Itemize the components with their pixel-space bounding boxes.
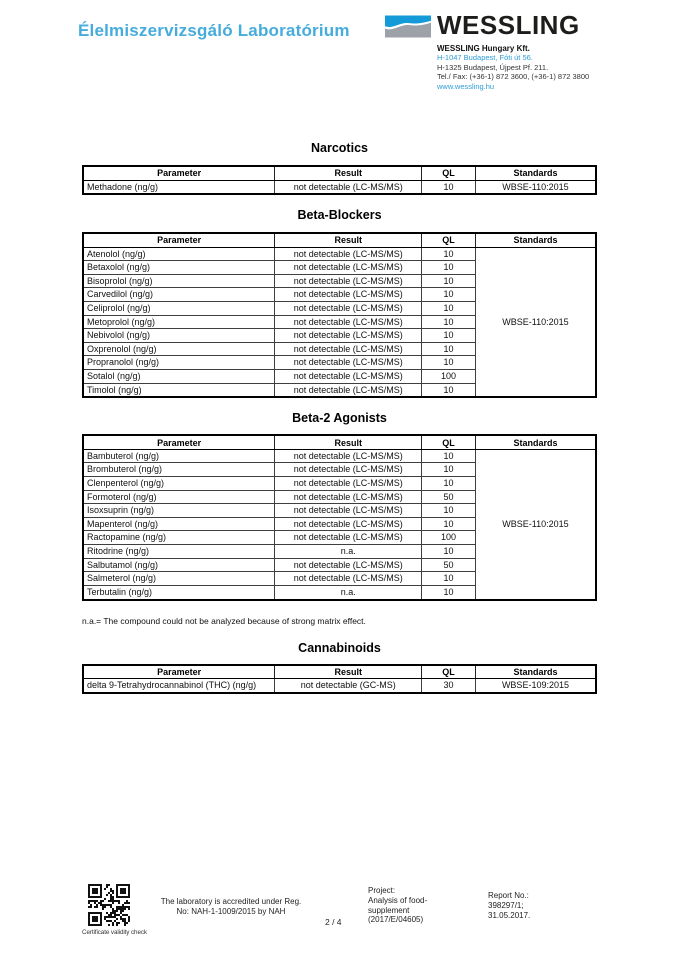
logo-row [385, 10, 600, 40]
phone-fax-line: Tel./ Fax: (+36-1) 872 3600, (+36-1) 872 3800 [437, 72, 590, 82]
ql-cell: 50 [422, 490, 476, 504]
parameter-cell: Ritodrine (ng/g) [83, 545, 275, 559]
parameter-cell: Isoxsuprin (ng/g) [83, 504, 275, 518]
section-title-cannabinoids: Cannabinoids [298, 640, 381, 655]
ql-cell: 10 [422, 383, 476, 397]
parameter-cell: Nebivolol (ng/g) [83, 329, 275, 343]
standards-cell: WBSE-110:2015 [475, 449, 596, 599]
parameter-cell: Carvedilol (ng/g) [83, 288, 275, 302]
column-header: QL [422, 166, 476, 180]
ql-cell: 30 [422, 679, 476, 693]
result-cell: not detectable (LC-MS/MS) [275, 342, 422, 356]
company-address-block [437, 44, 600, 91]
accreditation-line-2: No: NAH-1-1009/2015 by NAH [176, 907, 286, 916]
ql-cell: 10 [422, 342, 476, 356]
ql-cell: 10 [422, 274, 476, 288]
header-row [83, 665, 596, 679]
ql-cell: 10 [422, 315, 476, 329]
result-cell: not detectable (LC-MS/MS) [275, 261, 422, 275]
parameter-cell: Atenolol (ng/g) [83, 247, 275, 261]
header-row [83, 166, 596, 180]
wessling-logo-block [385, 10, 600, 91]
result-cell: not detectable (LC-MS/MS) [275, 463, 422, 477]
result-cell: not detectable (LC-MS/MS) [275, 558, 422, 572]
ql-cell: 10 [422, 180, 476, 194]
column-header: Result [275, 435, 422, 449]
column-header: QL [422, 665, 476, 679]
parameter-cell: Terbutalin (ng/g) [83, 585, 275, 599]
standards-cell: WBSE-110:2015 [475, 247, 596, 397]
ql-cell: 10 [422, 585, 476, 599]
report-line-2: 31.05.2017. [488, 910, 531, 920]
parameter-cell: Brombuterol (ng/g) [83, 463, 275, 477]
standards-cell: WBSE-110:2015 [475, 180, 596, 194]
ql-cell: 10 [422, 288, 476, 302]
column-header: Standards [475, 166, 596, 180]
result-cell: not detectable (LC-MS/MS) [275, 329, 422, 343]
ql-cell: 100 [422, 531, 476, 545]
project-block [368, 886, 427, 925]
result-cell: not detectable (GC-MS) [275, 679, 422, 693]
project-label: Project: [368, 886, 396, 895]
result-cell: not detectable (LC-MS/MS) [275, 572, 422, 586]
ql-cell: 10 [422, 329, 476, 343]
parameter-cell: Methadone (ng/g) [83, 180, 275, 194]
ql-cell: 10 [422, 463, 476, 477]
column-header: Parameter [83, 166, 275, 180]
header-row [83, 435, 596, 449]
project-line-1: Analysis of food- [368, 895, 428, 905]
table-row [83, 449, 596, 463]
column-header: Standards [475, 665, 596, 679]
column-header: QL [422, 233, 476, 247]
table-row [83, 679, 596, 693]
table-row [83, 247, 596, 261]
ql-cell: 10 [422, 545, 476, 559]
result-cell: not detectable (LC-MS/MS) [275, 302, 422, 316]
address-line-1: H-1047 Budapest, Fóti út 56. [437, 53, 533, 63]
beta-blockers-table [82, 232, 597, 398]
column-header: Result [275, 233, 422, 247]
standards-cell: WBSE-109:2015 [475, 679, 596, 693]
result-cell: not detectable (LC-MS/MS) [275, 370, 422, 384]
page-title: Élelmiszervizsgáló Laboratórium [78, 21, 350, 40]
cannabinoids-table [82, 664, 597, 694]
ql-cell: 100 [422, 370, 476, 384]
result-cell: not detectable (LC-MS/MS) [275, 477, 422, 491]
column-header: Parameter [83, 435, 275, 449]
wessling-wave-icon [385, 15, 431, 38]
company-name: WESSLING Hungary Kft. [437, 44, 530, 53]
result-cell: not detectable (LC-MS/MS) [275, 288, 422, 302]
parameter-cell: Ractopamine (ng/g) [83, 531, 275, 545]
parameter-cell: Metoprolol (ng/g) [83, 315, 275, 329]
section-title-narcotics: Narcotics [311, 141, 368, 155]
brand-wordmark: WESSLING [437, 10, 580, 40]
column-header: Parameter [83, 665, 275, 679]
parameter-cell: Oxprenolol (ng/g) [83, 342, 275, 356]
qr-code [88, 884, 130, 926]
parameter-cell: Salbutamol (ng/g) [83, 558, 275, 572]
parameter-cell: Betaxolol (ng/g) [83, 261, 275, 275]
result-cell: not detectable (LC-MS/MS) [275, 247, 422, 261]
ql-cell: 10 [422, 572, 476, 586]
table-row [83, 180, 596, 194]
parameter-cell: Propranolol (ng/g) [83, 356, 275, 370]
accreditation-line-1: The laboratory is accredited under Reg. [160, 897, 302, 906]
result-cell: not detectable (LC-MS/MS) [275, 315, 422, 329]
address-line-2: H-1325 Budapest, Újpest Pf. 211. [437, 62, 549, 72]
result-cell: not detectable (LC-MS/MS) [275, 356, 422, 370]
ql-cell: 10 [422, 356, 476, 370]
ql-cell: 10 [422, 517, 476, 531]
report-content [82, 136, 597, 694]
parameter-cell: Salmeterol (ng/g) [83, 572, 275, 586]
column-header: Result [275, 665, 422, 679]
section-title-beta-blockers: Beta-Blockers [297, 208, 382, 223]
result-cell: not detectable (LC-MS/MS) [275, 180, 422, 194]
parameter-cell: Timolol (ng/g) [83, 383, 275, 397]
result-cell: not detectable (LC-MS/MS) [275, 504, 422, 518]
report-number-block [488, 891, 530, 920]
report-line-1: 398297/1; [488, 900, 524, 910]
result-cell: not detectable (LC-MS/MS) [275, 517, 422, 531]
result-cell: not detectable (LC-MS/MS) [275, 274, 422, 288]
ql-cell: 10 [422, 477, 476, 491]
qr-caption: Certificate validity check [82, 929, 147, 936]
header-row [83, 233, 596, 247]
project-line-2: supplement [368, 905, 410, 915]
parameter-cell: Mapenterol (ng/g) [83, 517, 275, 531]
ql-cell: 10 [422, 449, 476, 463]
parameter-cell: delta 9-Tetrahydrocannabinol (THC) (ng/g) [83, 679, 275, 693]
beta-2-agonists-table [82, 434, 597, 600]
na-footnote: n.a.= The compound could not be analyzed because of strong matrix effect. [82, 615, 366, 626]
result-cell: not detectable (LC-MS/MS) [275, 383, 422, 397]
result-cell: n.a. [275, 585, 422, 599]
project-line-3: (2017/E/04605) [368, 915, 424, 925]
column-header: Standards [475, 435, 596, 449]
parameter-cell: Sotalol (ng/g) [83, 370, 275, 384]
result-cell: not detectable (LC-MS/MS) [275, 490, 422, 504]
page-number: 2 / 4 [325, 917, 342, 927]
accreditation-note [143, 897, 319, 917]
result-cell: not detectable (LC-MS/MS) [275, 531, 422, 545]
result-cell: not detectable (LC-MS/MS) [275, 449, 422, 463]
website-link: www.wessling.hu [437, 81, 495, 91]
ql-cell: 50 [422, 558, 476, 572]
parameter-cell: Celiprolol (ng/g) [83, 302, 275, 316]
column-header: QL [422, 435, 476, 449]
result-cell: n.a. [275, 545, 422, 559]
parameter-cell: Formoterol (ng/g) [83, 490, 275, 504]
ql-cell: 10 [422, 261, 476, 275]
parameter-cell: Bisoprolol (ng/g) [83, 274, 275, 288]
report-label: Report No.: [488, 891, 529, 900]
parameter-cell: Clenpenterol (ng/g) [83, 477, 275, 491]
column-header: Result [275, 166, 422, 180]
parameter-cell: Bambuterol (ng/g) [83, 449, 275, 463]
narcotics-table [82, 165, 597, 195]
ql-cell: 10 [422, 302, 476, 316]
column-header: Standards [475, 233, 596, 247]
section-title-beta-2-agonists: Beta-2 Agonists [292, 411, 387, 426]
column-header: Parameter [83, 233, 275, 247]
ql-cell: 10 [422, 504, 476, 518]
ql-cell: 10 [422, 247, 476, 261]
